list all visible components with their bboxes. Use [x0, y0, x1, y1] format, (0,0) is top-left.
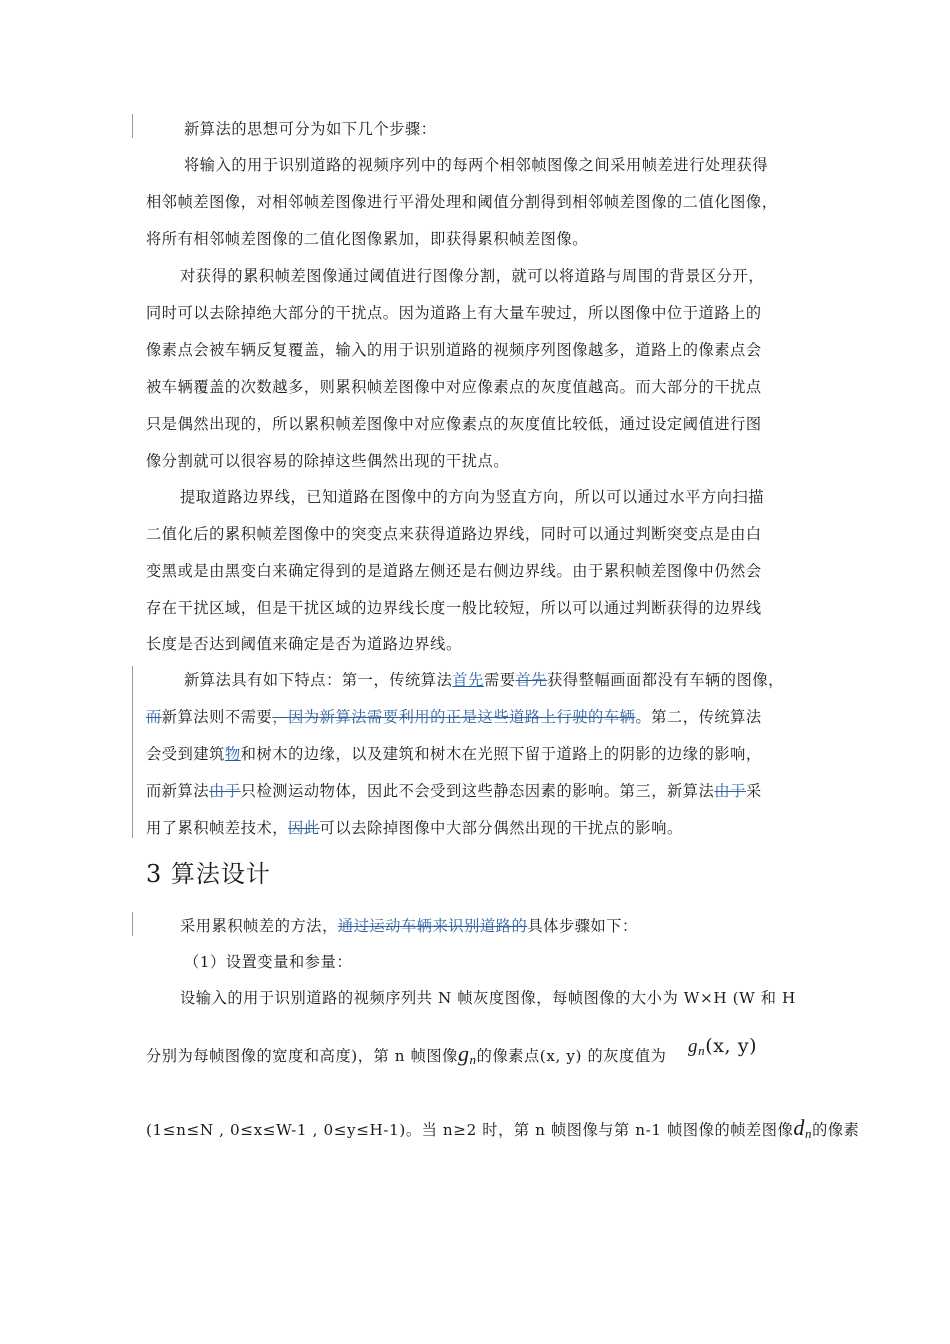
- text-run: 采用累积帧差的方法，: [180, 917, 338, 935]
- paragraph-features-line: [146, 744, 816, 764]
- paragraph-step1-line: 将输入的用于识别道路的视频序列中的每两个相邻帧图像之间采用帧差进行处理获得: [184, 156, 769, 174]
- paragraph-step1-line: 将所有相邻帧差图像的二值化图像累加，即获得累积帧差图像。: [146, 230, 589, 248]
- text-run: 和树木的边缘，以及建筑和树木在光照下留于道路上的阴影的边缘的影响，: [240, 745, 762, 763]
- paragraph-step2-line: 对获得的累积帧差图像通过阈值进行图像分割，就可以将道路与周围的背景区分开，: [180, 267, 765, 285]
- paragraph-step2-line: 像素点会被车辆反复覆盖，输入的用于识别道路的视频序列图像越多，道路上的像素点会: [146, 341, 762, 359]
- text-run: 用了累积帧差技术，: [146, 819, 289, 837]
- text-run: 获得整幅画面都没有车辆的图像，: [547, 671, 784, 689]
- paragraph-algorithm-line: 设输入的用于识别道路的视频序列共 N 帧灰度图像，每帧图像的大小为 W×H (W 和 H: [180, 989, 796, 1007]
- deleted-text[interactable]: 通过运动车辆来识别道路的: [337, 917, 528, 935]
- math-subscript-n: n: [469, 1052, 477, 1067]
- paragraph-algorithm-line: [180, 916, 816, 936]
- text-run: 具体步骤如下：: [527, 917, 638, 935]
- deleted-text[interactable]: 因此: [288, 819, 320, 837]
- text-run: 只检测运动物体，因此不会受到这些静态因素的影响。第三，新算法: [240, 782, 715, 800]
- paragraph-intro: 新算法的思想可分为如下几个步骤：: [184, 120, 437, 138]
- deleted-text[interactable]: 而: [146, 708, 162, 726]
- math-gn-xy: [688, 1036, 778, 1058]
- text-run: 需要: [483, 671, 516, 689]
- math-symbol-d: d: [793, 1115, 805, 1140]
- text-run: 新算法具有如下特点：第一，传统算法: [184, 671, 453, 689]
- paragraph-step3-line: 二值化后的累积帧差图像中的突变点来获得道路边界线，同时可以通过判断突变点是由白: [146, 525, 762, 543]
- paragraph-step3-line: 提取道路边界线，已知道路在图像中的方向为竖直方向，所以可以通过水平方向扫描: [180, 488, 765, 506]
- paragraph-features-line: [146, 781, 816, 801]
- paragraph-step2-line: 被车辆覆盖的次数越多，则累积帧差图像中对应像素点的灰度值越高。而大部分的干扰点: [146, 378, 762, 396]
- text-run: 分别为每帧图像的宽度和高度)，第 n 帧图像: [146, 1047, 458, 1065]
- deleted-text[interactable]: 由于: [209, 782, 241, 800]
- math-symbol-g: g: [457, 1041, 470, 1066]
- paragraph-features-line: [146, 707, 816, 727]
- text-run: 的像素点(x, y) 的灰度值为: [476, 1047, 667, 1065]
- paragraph-step1-line: 相邻帧差图像，对相邻帧差图像进行平滑处理和阈值分割得到相邻帧差图像的二值化图像，: [146, 193, 778, 211]
- paragraph-step2-line: 同时可以去除掉绝大部分的干扰点。因为道路上有大量车驶过，所以图像中位于道路上的: [146, 304, 762, 322]
- text-run: 可以去除掉图像中大部分偶然出现的干扰点的影响。: [319, 819, 683, 837]
- change-bar: [132, 912, 133, 936]
- deleted-text[interactable]: 首先: [515, 671, 548, 689]
- paragraph-step3-line: 长度是否达到阈值来确定是否为道路边界线。: [146, 635, 462, 653]
- math-subscript-n: n: [805, 1126, 813, 1141]
- deleted-text[interactable]: ，因为新算法需要利用的正是这些道路上行驶的车辆: [272, 708, 636, 726]
- text-run: 采: [745, 782, 762, 800]
- text-run: 新算法则不需要: [161, 708, 273, 726]
- text-run: 的像素: [812, 1121, 860, 1139]
- deleted-text[interactable]: 由于: [714, 782, 746, 800]
- paragraph-step3-line: 变黑或是由黑变白来确定得到的是道路左侧还是右侧边界线。由于累积帧差图像中仍然会: [146, 562, 762, 580]
- text-run: (1≤n≤N , 0≤x≤W-1 , 0≤y≤H-1)。当 n≥2 时，第 n 帧图像与第 n-1 帧图像的帧差图像: [146, 1121, 794, 1139]
- inserted-text[interactable]: 物: [224, 745, 241, 763]
- paragraph-step2-line: 像分割就可以很容易的除掉这些偶然出现的干扰点。: [146, 452, 510, 470]
- math-subscript-n: n: [698, 1043, 706, 1058]
- step-label: （1）设置变量和参量：: [184, 953, 353, 971]
- inserted-text[interactable]: 首先: [452, 671, 484, 689]
- paragraph-step2-line: 只是偶然出现的，所以累积帧差图像中对应像素点的灰度值比较低，通过设定阈值进行图: [146, 415, 762, 433]
- change-bar: [132, 114, 133, 138]
- paragraph-step3-line: 存在干扰区域，但是干扰区域的边界线长度一般比较短，所以可以通过判断获得的边界线: [146, 599, 762, 617]
- paragraph-algorithm-line: [146, 1115, 860, 1141]
- text-run: 而新算法: [146, 782, 210, 800]
- math-symbol-g: g: [688, 1036, 699, 1057]
- text-run: 会受到建筑: [146, 745, 225, 763]
- section-heading: 3 算法设计: [146, 860, 271, 888]
- paragraph-features-line: [146, 818, 816, 838]
- math-args: (x, y): [705, 1035, 758, 1057]
- paragraph-features-line: [184, 670, 816, 690]
- change-bar: [132, 666, 133, 838]
- text-run: 。第二，传统算法: [635, 708, 762, 726]
